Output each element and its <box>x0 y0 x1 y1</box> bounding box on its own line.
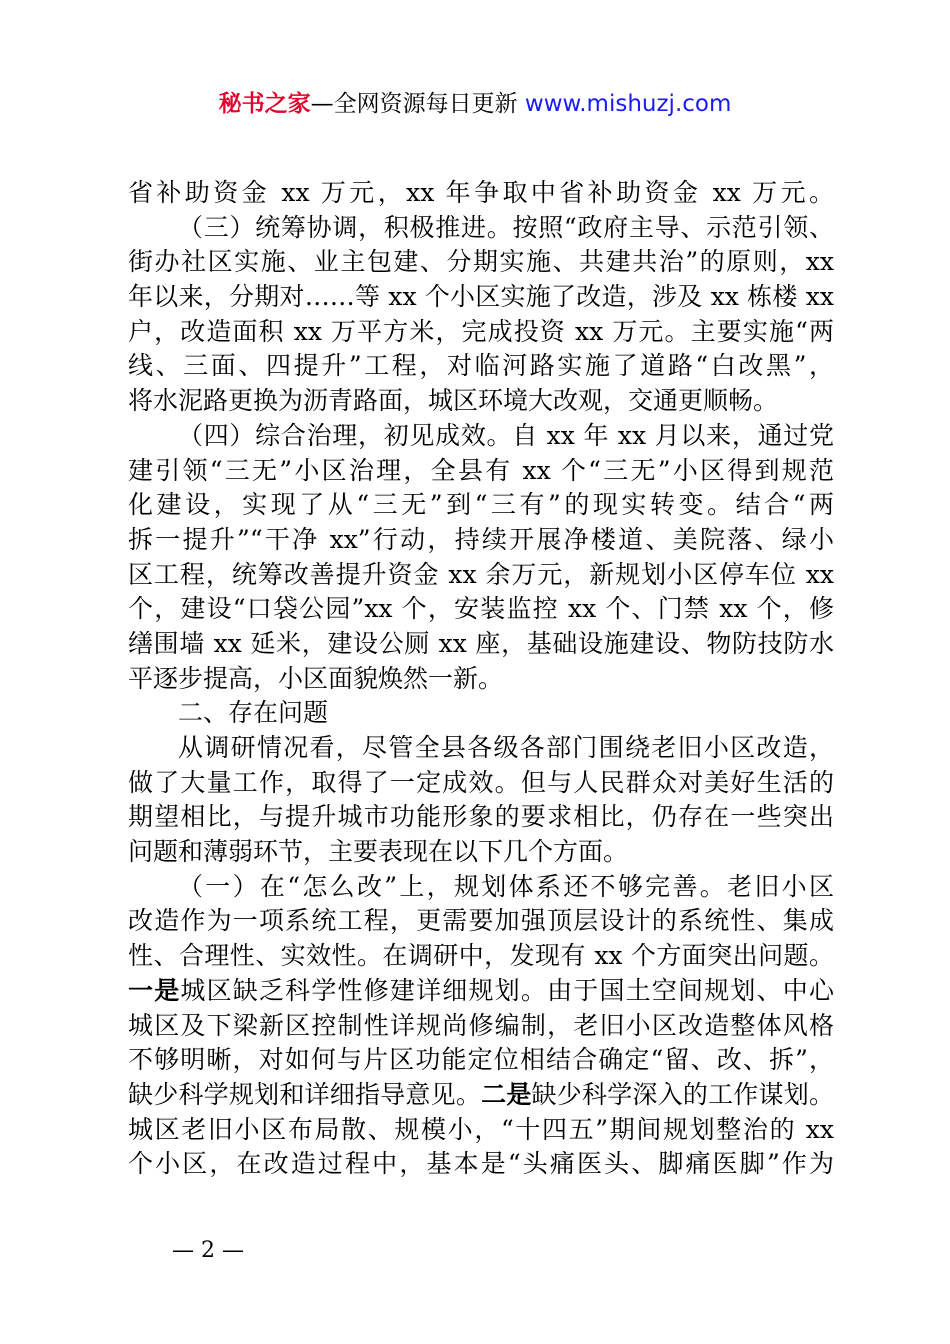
text-line: 性、合理性、实效性。在调研中，发现有 xx 个方面突出问题。 <box>128 941 834 971</box>
text-line: 建引领“三无”小区治理，全县有 xx 个“三无”小区得到规范 <box>128 455 834 485</box>
problem-1-heading-line: （一）在“怎么改”上，规划体系还不够完善。老旧小区 <box>178 871 834 901</box>
text-line: 个，建设“口袋公园”xx 个，安装监控 xx 个、门禁 xx 个，修 <box>128 594 834 624</box>
section-4-heading-line: （四）综合治理，初见成效。自 xx 年 xx 月以来，通过党 <box>178 420 834 450</box>
text-line: 线、三面、四提升”工程，对临河路实施了道路“白改黑”， <box>128 351 834 381</box>
text-line: 年以来，分期对……等 xx 个小区实施了改造，涉及 xx 栋楼 xx <box>128 282 834 312</box>
site-header <box>0 88 950 120</box>
text-line: 问题和薄弱环节，主要表现在以下几个方面。 <box>128 837 629 867</box>
text-line: 做了大量工作，取得了一定成效。但与人民群众对美好生活的 <box>128 767 834 797</box>
text-line: 个小区，在改造过程中，基本是“头痛医头、脚痛医脚”作为 <box>128 1149 834 1179</box>
text-line: 平逐步提高，小区面貌焕然一新。 <box>128 663 504 693</box>
text-line: 城区老旧小区布局散、规模小，“十四五”期间规划整治的 xx <box>128 1114 834 1144</box>
text-line: 从调研情况看，尽管全县各级各部门围绕老旧小区改造， <box>178 733 834 762</box>
site-slogan: —全网资源每日更新 <box>310 91 518 117</box>
text-line: 省补助资金 xx 万元，xx 年争取中省补助资金 xx 万元。 <box>128 178 834 207</box>
chapter-2-heading: 二、存在问题 <box>178 698 329 728</box>
text-line: 缮围墙 xx 延米，建设公厕 xx 座，基础设施建设、物防技防水 <box>128 628 834 658</box>
text-fragment: 缺少科学规划和详细指导意见。 <box>128 1079 482 1109</box>
text-line <box>128 1078 834 1113</box>
text-line: 期望相比，与提升城市功能形象的要求相比，仍存在一些突出 <box>128 802 834 832</box>
section-3-heading-line: （三）统筹协调，积极推进。按照“政府主导、示范引领、 <box>178 212 834 242</box>
point-1-label: 一是 <box>128 975 181 1005</box>
text-line: 不够明晰，对如何与片区功能定位相结合确定“留、改、拆”， <box>128 1045 834 1075</box>
text-line: 户，改造面积 xx 万平方米，完成投资 xx 万元。主要实施“两 <box>128 316 834 346</box>
site-brand: 秘书之家 <box>218 91 311 117</box>
text-line: 区工程，统筹改善提升资金 xx 余万元，新规划小区停车位 xx <box>128 559 834 589</box>
text-line: 街办社区实施、业主包建、分期实施、共建共治”的原则，xx <box>128 247 834 277</box>
site-url-link[interactable]: www.mishuzj.com <box>524 91 732 117</box>
text-line: 城区及下梁新区控制性详规尚修编制，老旧小区改造整体风格 <box>128 1010 834 1040</box>
document-body <box>128 176 834 1182</box>
text-line: 拆一提升”“干净 xx”行动，持续开展净楼道、美院落、绿小 <box>128 524 834 554</box>
text-line <box>128 974 834 1009</box>
text-line: 改造作为一项系统工程，更需要加强顶层设计的系统性、集成 <box>128 906 834 936</box>
point-2-label: 二是 <box>481 1079 532 1109</box>
text-line: 化建设，实现了从“三无”到“三有”的现实转变。结合“两 <box>128 490 834 520</box>
text-fragment: 城区缺乏科学性修建详细规划。由于国土空间规划、中心 <box>180 975 834 1005</box>
text-line: 将水泥路更换为沥青路面，城区环境大改观，交通更顺畅。 <box>128 386 779 416</box>
page-number: — 2 — <box>172 1238 244 1263</box>
text-fragment: 缺少科学深入的工作谋划。 <box>531 1079 834 1109</box>
